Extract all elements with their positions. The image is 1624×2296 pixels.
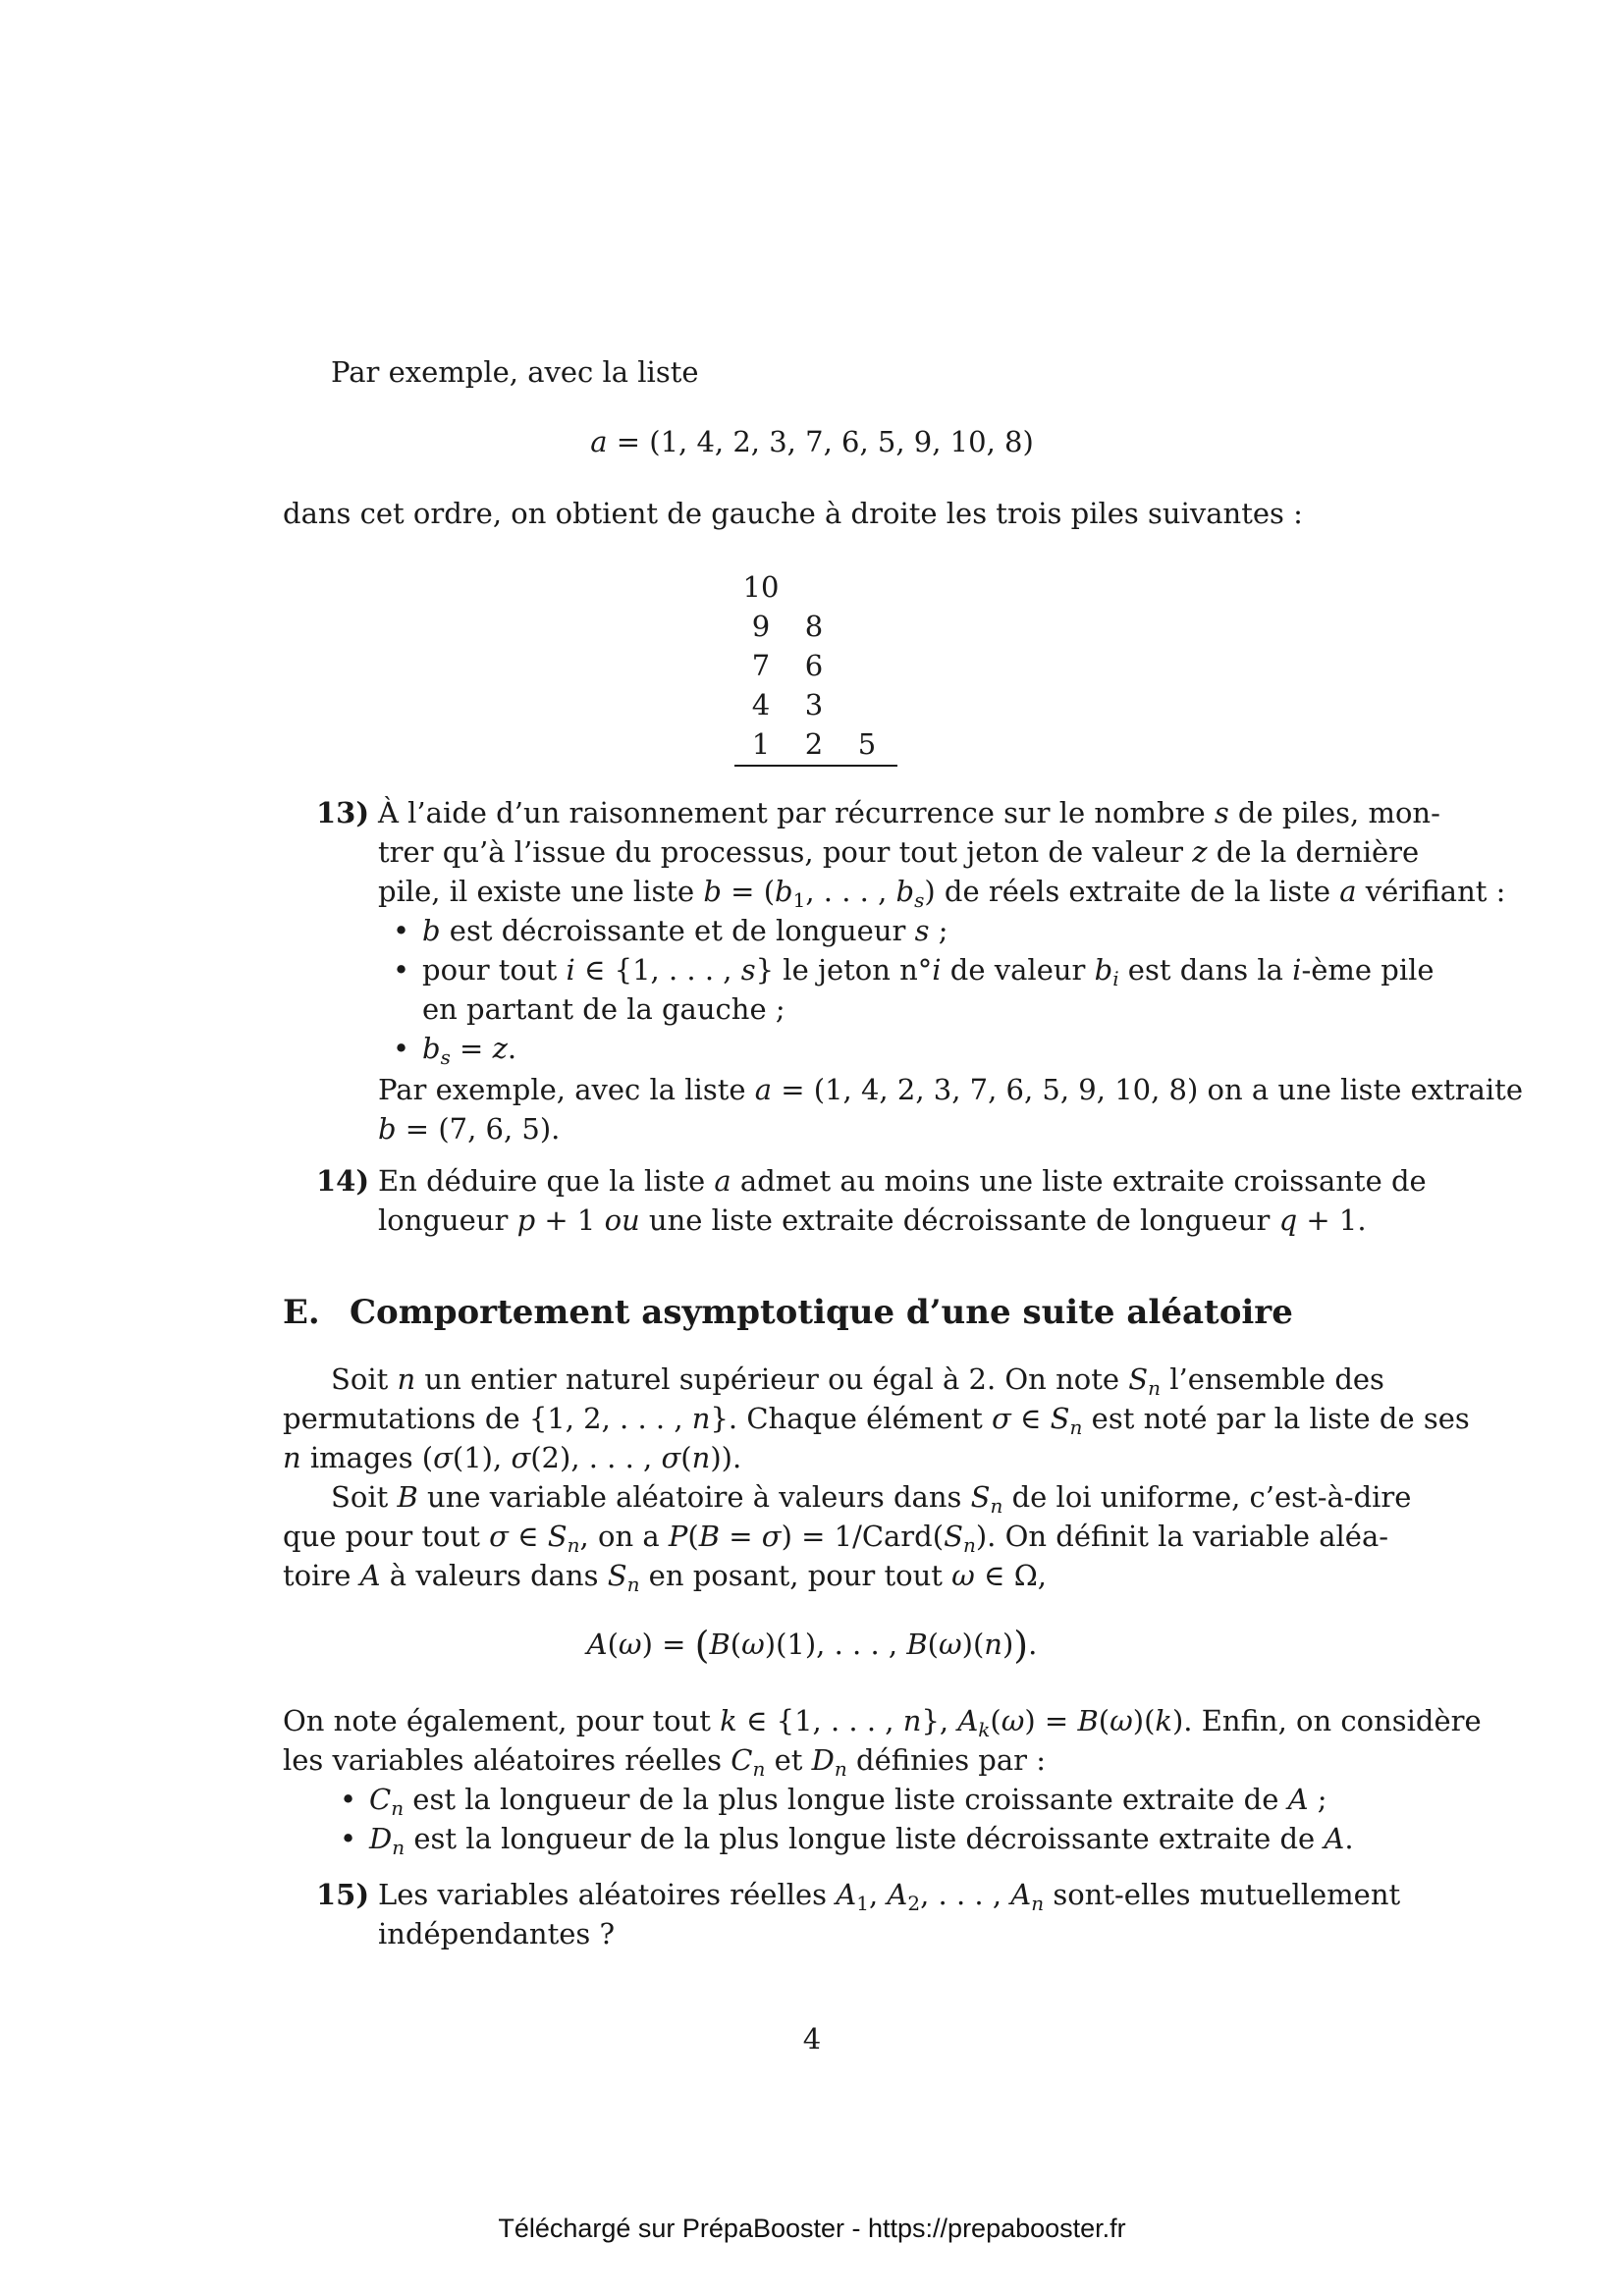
q14-line-1: En déduire que la liste a admet au moins une liste extraite croissante de [378,1164,1427,1198]
pile-cell: 5 [857,727,877,761]
pile-cell: 1 [751,727,771,761]
pile-cell [840,646,893,685]
para2-line-2: que pour tout σ ∈ $S_n$, on a $P(B = \sigma) = 1/Card(S_n)$. On définit la variable aléa- [283,1520,1389,1557]
q13-line-3: pile, il existe une liste $b = (b_1$, . . . , $b_s$) de réels extraite de la liste a vérifiant : [378,875,1506,912]
page-number: 4 [802,2022,822,2056]
piles-table [734,567,897,764]
pile-cell: 2 [804,727,824,761]
section-title: Comportement asymptotique d’une suite aléatoire [350,1293,1293,1332]
equation-a [0,422,1624,461]
para2-line-3: toire A à valeurs dans $S_n$ en posant, pour tout ω ∈ Ω, [283,1559,1047,1596]
pile-cell: 10 [742,570,780,604]
q13-line-2: trer qu’à l’issue du processus, pour tout jeton de valeur z de la dernière [378,835,1420,869]
intro-line-1: Par exemple, avec la liste [331,355,699,389]
equation-a-omega: A(ω) = (B(ω)(1), . . . , B(ω)(n)). [586,1624,1038,1667]
pile-cell [840,607,893,646]
cn-definition-bullet: • $C_n$ est la longueur de la plus longue liste croissante extraite de A ; [340,1783,1327,1820]
q13-bullet-2: • pour tout i ∈ {1, . . . , s} le jeton n°i de valeur $b_i$ est dans la i-ème pile [393,953,1435,990]
q13-example-line-2: b = (7, 6, 5). [378,1112,561,1146]
question-14-number: 14) [316,1164,370,1198]
section-e-heading [283,1291,1293,1334]
q15-line-2: indépendantes ? [378,1917,616,1950]
pile-cell: 4 [751,688,771,721]
para3-line-1: On note également, pour tout k ∈ {1, . . . , n}, $A_k(\omega) = B(\omega)(k)$. Enfin, on considère [283,1704,1482,1741]
intro-line-2: dans cet ordre, on obtient de gauche à droite les trois piles suivantes : [283,497,1303,530]
pile-row [734,724,893,764]
math-var: a [590,425,608,458]
pile-cell [840,685,893,724]
para1-line-1: Soit n un entier naturel supérieur ou égal à 2. On note $S_n$ l’ensemble des [331,1362,1384,1400]
pile-row [734,567,893,607]
piles-baseline-rule [734,765,897,767]
download-footer: Téléchargé sur PrépaBooster - https://prepabooster.fr [498,2214,1126,2243]
pile-row [734,685,893,724]
pile-cell: 6 [804,649,824,682]
dn-definition-bullet: • $D_n$ est la longueur de la plus longue liste décroissante extraite de A. [340,1822,1354,1859]
q15-line-1: Les variables aléatoires réelles $A_1$, $A_2$, . . . , $A_n$ sont-elles mutuellement [378,1878,1401,1915]
pile-cell: 3 [804,688,824,721]
q14-line-2: longueur p + 1 ou une liste extraite décroissante de longueur q + 1. [378,1203,1367,1237]
question-13-number: 13) [316,796,370,829]
q13-example-line-1: Par exemple, avec la liste a = (1, 4, 2, 3, 7, 6, 5, 9, 10, 8) on a une liste extraite [378,1073,1523,1106]
q13-bullet-1: • b est décroissante et de longueur s ; [393,914,948,947]
para3-line-2: les variables aléatoires réelles $C_n$ et $D_n$ définies par : [283,1743,1047,1781]
pile-cell [787,567,840,607]
q13-line-1: À l’aide d’un raisonnement par récurrence sur le nombre s de piles, mon- [378,796,1440,829]
pile-row [734,646,893,685]
pile-row [734,607,893,646]
para2-line-1: Soit B une variable aléatoire à valeurs dans $S_n$ de loi uniforme, c’est-à-dire [331,1480,1412,1518]
pile-cell: 7 [751,649,771,682]
para1-line-2: permutations de {1, 2, . . . , n}. Chaque élément σ ∈ $S_n$ est noté par la liste de ses [283,1402,1470,1439]
pile-cell: 8 [804,610,824,643]
q13-bullet-3: • $b_s = z$. [393,1032,517,1069]
pile-cell [840,567,893,607]
math-text: = (1, 4, 2, 3, 7, 6, 5, 9, 10, 8) [607,425,1034,458]
para1-line-3: n images (σ(1), σ(2), . . . , σ(n)). [283,1441,742,1474]
section-letter: E. [283,1293,320,1332]
q13-bullet-2-continued: en partant de la gauche ; [422,992,785,1026]
question-15-number: 15) [316,1878,370,1911]
pile-cell: 9 [751,610,771,643]
